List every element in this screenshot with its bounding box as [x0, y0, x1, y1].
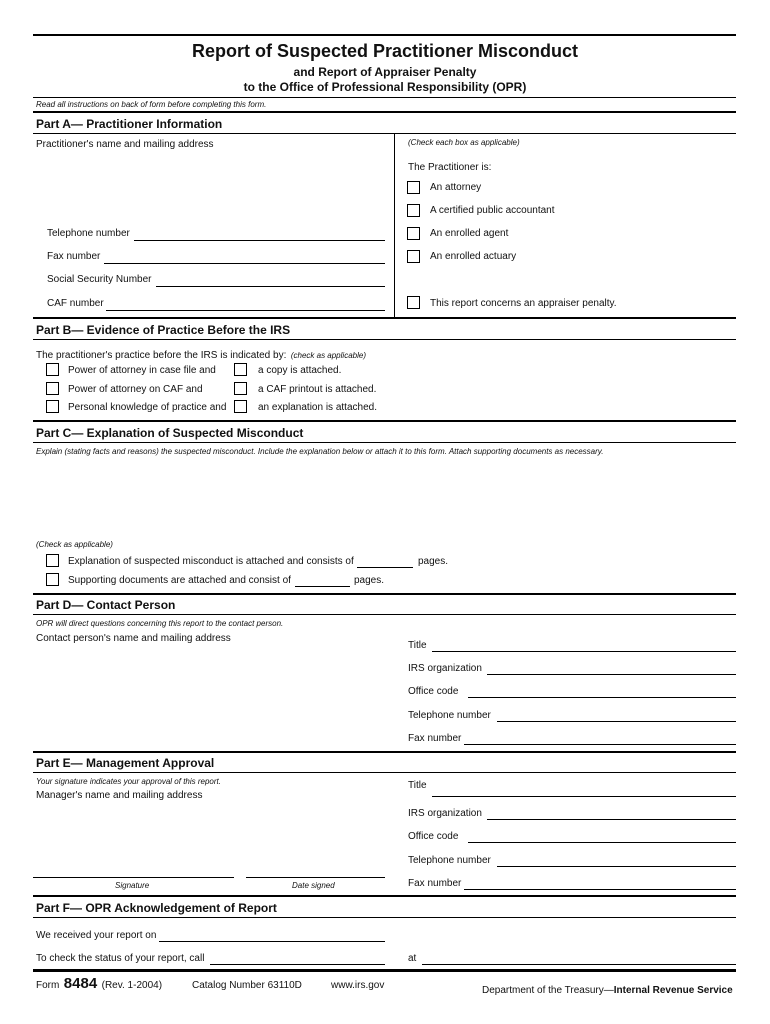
fax-field[interactable]: [104, 263, 385, 264]
at-label: at: [408, 953, 417, 964]
part-a-heading: Part A— Practitioner Information: [36, 117, 223, 131]
header-divider: [33, 97, 736, 98]
contact-title-label: Title: [408, 640, 427, 651]
explanation-attached-pages-checkbox[interactable]: [46, 554, 59, 567]
explanation-pages-suffix: pages.: [418, 556, 449, 567]
manager-telephone-label: Telephone number: [408, 855, 491, 866]
part-b-rule: [33, 317, 736, 319]
manager-name-label: Manager's name and mailing address: [36, 790, 203, 801]
received-label: We received your report on: [36, 930, 157, 941]
poa-case-file-checkbox[interactable]: [46, 363, 59, 376]
cpa-checkbox[interactable]: [407, 204, 420, 217]
signature-label: Signature: [115, 881, 150, 890]
manager-telephone-field[interactable]: [497, 866, 736, 867]
contact-title-field[interactable]: [432, 651, 736, 652]
explanation-attached-label: an explanation is attached.: [258, 402, 377, 413]
part-c-divider: [33, 442, 736, 443]
part-c-heading: Part C— Explanation of Suspected Misconduct: [36, 426, 304, 440]
supporting-pages-suffix: pages.: [354, 575, 385, 586]
contact-office-code-field[interactable]: [468, 697, 736, 698]
date-signed-label: Date signed: [292, 881, 335, 890]
part-a-check-note: (Check each box as applicable): [408, 138, 520, 147]
part-f-divider: [33, 917, 736, 918]
supporting-pages-field[interactable]: [295, 586, 350, 587]
caf-printout-checkbox[interactable]: [234, 382, 247, 395]
manager-office-code-label: Office code: [408, 831, 459, 842]
form-number: [36, 975, 162, 993]
contact-name-label: Contact person's name and mailing address: [36, 633, 231, 644]
explanation-area[interactable]: [33, 460, 736, 536]
part-a-divider: [33, 133, 736, 134]
part-d-note: OPR will direct questions concerning this report to the contact person.: [36, 619, 284, 628]
agency: Internal Revenue Service: [613, 985, 733, 996]
poa-caf-label: Power of attorney on CAF and: [68, 384, 203, 395]
personal-knowledge-checkbox[interactable]: [46, 400, 59, 413]
date-signed-field[interactable]: [246, 877, 385, 878]
agency-line: [482, 980, 733, 998]
poa-caf-checkbox[interactable]: [46, 382, 59, 395]
status-call-label: To check the status of your report, call: [36, 953, 205, 964]
part-b-intro: The practitioner's practice before the IRS is indicated by:: [36, 350, 287, 361]
website: www.irs.gov: [331, 980, 385, 991]
signature-field[interactable]: [33, 877, 234, 878]
caf-printout-label: a CAF printout is attached.: [258, 384, 377, 395]
copy-attached-checkbox[interactable]: [234, 363, 247, 376]
ssn-label: Social Security Number: [47, 274, 152, 285]
caf-field[interactable]: [106, 310, 385, 311]
part-d-rule: [33, 593, 736, 595]
part-b-divider: [33, 339, 736, 340]
part-b-heading: Part B— Evidence of Practice Before the IRS: [36, 323, 291, 337]
manager-fax-field[interactable]: [464, 889, 736, 890]
enrolled-actuary-label: An enrolled actuary: [430, 251, 517, 262]
explanation-attached-checkbox[interactable]: [234, 400, 247, 413]
poa-case-file-label: Power of attorney in case file and: [68, 365, 216, 376]
enrolled-agent-label: An enrolled agent: [430, 228, 509, 239]
practitioner-is-label: The Practitioner is:: [408, 162, 492, 173]
part-a-rule: [33, 111, 736, 113]
part-e-heading: Part E— Management Approval: [36, 756, 215, 770]
ssn-field[interactable]: [156, 286, 385, 287]
contact-telephone-label: Telephone number: [408, 710, 491, 721]
contact-irs-org-label: IRS organization: [408, 663, 482, 674]
received-date-field[interactable]: [159, 941, 385, 942]
manager-title-label: Title: [408, 780, 427, 791]
contact-office-code-label: Office code: [408, 686, 459, 697]
cpa-label: A certified public accountant: [430, 205, 555, 216]
part-d-heading: Part D— Contact Person: [36, 598, 176, 612]
supporting-documents-checkbox[interactable]: [46, 573, 59, 586]
fax-label: Fax number: [47, 251, 101, 262]
department: Department of the Treasury—: [482, 985, 614, 996]
contact-fax-field[interactable]: [464, 744, 736, 745]
form-subtitle-1: and Report of Appraiser Penalty: [293, 65, 477, 79]
explanation-pages-field[interactable]: [357, 567, 413, 568]
personal-knowledge-label: Personal knowledge of practice and: [68, 402, 227, 413]
caf-label: CAF number: [47, 298, 104, 309]
attorney-checkbox[interactable]: [407, 181, 420, 194]
telephone-field[interactable]: [134, 240, 385, 241]
part-e-note: Your signature indicates your approval of this report.: [36, 777, 221, 786]
part-b-intro-line: [36, 345, 366, 363]
form-revision: (Rev. 1-2004): [101, 980, 163, 991]
manager-fax-label: Fax number: [408, 878, 462, 889]
contact-telephone-field[interactable]: [497, 721, 736, 722]
header-instruction: Read all instructions on back of form before completing this form.: [36, 100, 267, 109]
catalog-number: Catalog Number 63110D: [192, 980, 302, 991]
part-e-rule: [33, 751, 736, 753]
form-title: Report of Suspected Practitioner Misconduct: [191, 41, 579, 61]
appraiser-penalty-label: This report concerns an appraiser penalty.: [430, 298, 617, 309]
contact-irs-org-field[interactable]: [487, 674, 736, 675]
manager-irs-org-label: IRS organization: [408, 808, 482, 819]
part-c-instruction: Explain (stating facts and reasons) the suspected misconduct. Include the explanation below or attach it to this form. Attach supporting documents as necessary.: [36, 447, 604, 456]
manager-office-code-field[interactable]: [468, 842, 736, 843]
status-phone-field[interactable]: [210, 964, 385, 965]
enrolled-agent-checkbox[interactable]: [407, 227, 420, 240]
appraiser-penalty-checkbox[interactable]: [407, 296, 420, 309]
copy-attached-label: a copy is attached.: [258, 365, 342, 376]
manager-irs-org-field[interactable]: [487, 819, 736, 820]
telephone-label: Telephone number: [47, 228, 130, 239]
form-number-value: 8484: [63, 975, 98, 992]
attorney-label: An attorney: [430, 182, 482, 193]
part-f-heading: Part F— OPR Acknowledgement of Report: [36, 901, 277, 915]
part-c-rule: [33, 420, 736, 422]
top-rule: [33, 34, 736, 36]
supporting-documents-label: Supporting documents are attached and consist of: [68, 575, 291, 586]
part-a-column-divider: [394, 133, 395, 317]
form-word: Form: [36, 980, 60, 991]
manager-title-field[interactable]: [432, 796, 736, 797]
part-e-divider: [33, 772, 736, 773]
part-b-intro-note: (check as applicable): [290, 351, 366, 360]
part-c-check-note: (Check as applicable): [36, 540, 113, 549]
contact-fax-label: Fax number: [408, 733, 462, 744]
part-d-divider: [33, 614, 736, 615]
practitioner-name-label: Practitioner's name and mailing address: [36, 139, 214, 150]
at-field[interactable]: [422, 964, 736, 965]
footer-rule: [33, 969, 736, 972]
enrolled-actuary-checkbox[interactable]: [407, 250, 420, 263]
explanation-pages-label: Explanation of suspected misconduct is attached and consists of: [68, 556, 354, 567]
part-f-rule: [33, 895, 736, 897]
form-subtitle-2: to the Office of Professional Responsibility (OPR): [243, 80, 527, 94]
